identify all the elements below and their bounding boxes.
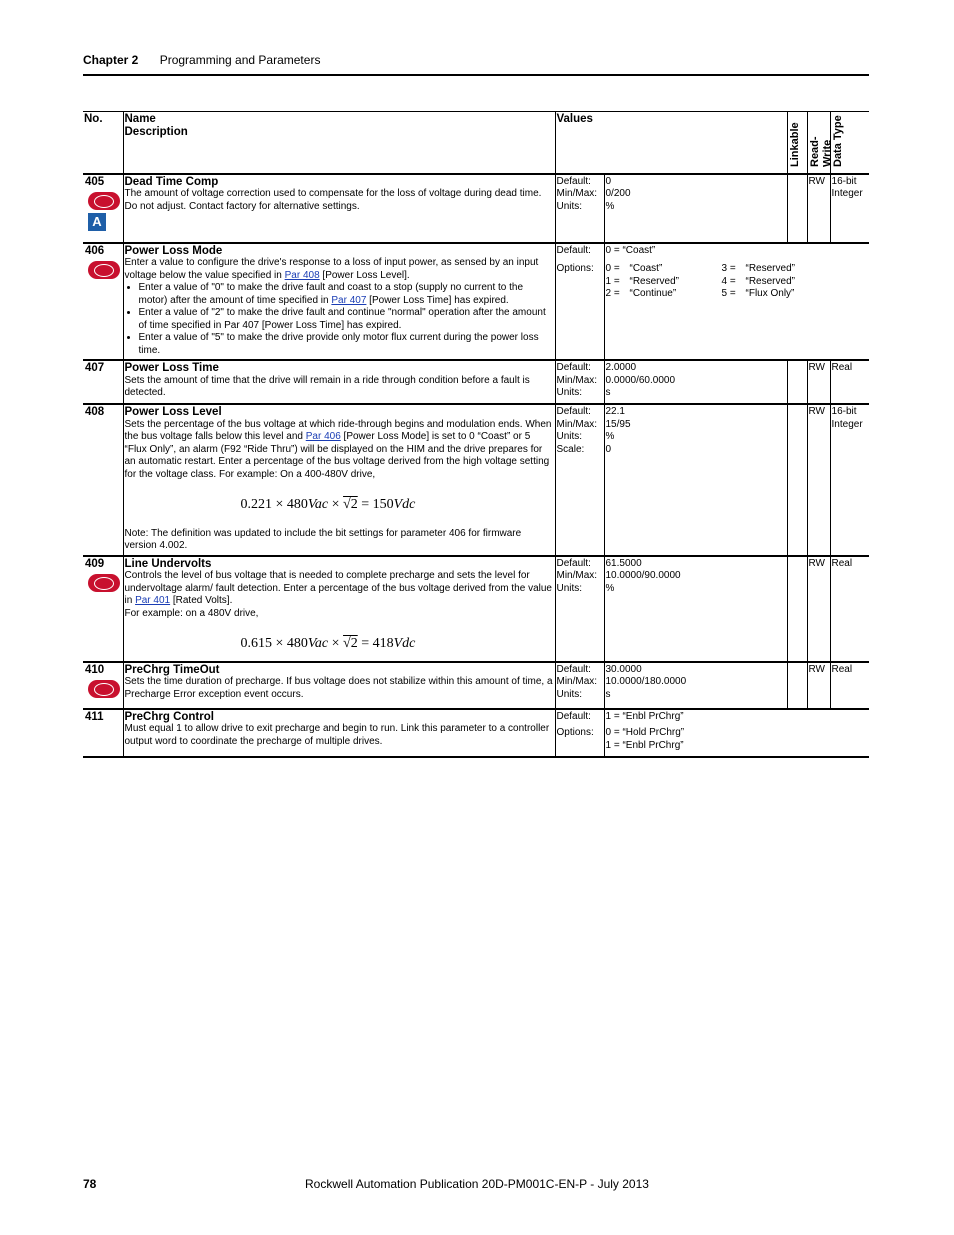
stop-drive-icon (88, 192, 120, 210)
stop-drive-icon (88, 680, 120, 698)
advanced-badge-icon: A (88, 213, 106, 231)
equation: 0.615 × 480Vac × √2 = 418Vdc (240, 636, 416, 651)
table-row: 411 PreChrg Control Must equal 1 to allow drive to exit precharge and begin to run. Link this parameter to a controller output word to coordinate the precharge of multiple drives. Default: Options: 1 = “Enbl PrChrg” 0 = “Hold PrChrg” 1 = “Enbl PrChrg” (83, 709, 869, 757)
param-number: 405 (85, 175, 105, 188)
option-value: 1 = “Enbl PrChrg” (605, 739, 684, 751)
list-item: • Enter a value of "2" to make the drive fault and continue "normal" operation after the amount of time specified in Par 407 [Power Loss Time] has expired. (139, 307, 554, 332)
stop-drive-icon (88, 261, 120, 279)
option-bullets (125, 282, 554, 357)
linkable-cell (787, 556, 807, 662)
linkable-cell (787, 404, 807, 556)
chapter-title: Programming and Parameters (159, 53, 321, 67)
equation: 0.221 × 480Vac × √2 = 150Vdc (240, 497, 416, 512)
param-number: 407 (85, 362, 105, 374)
read-write-cell: RW (807, 556, 830, 662)
read-write-cell: RW (807, 360, 830, 404)
param-description: Sets the time duration of precharge. If bus voltage does not stabilize within this amount of time, a Precharge Error exception event occurs. (124, 676, 553, 700)
page-header (83, 53, 320, 67)
col-read-write: Read-Write (807, 112, 830, 174)
col-description-label: Description (124, 125, 188, 138)
option-value: 0 = “Hold PrChrg” (605, 727, 685, 738)
col-data-type: Data Type (831, 115, 844, 167)
param-name: Dead Time Comp (124, 175, 219, 188)
param-description: Sets the percentage of the bus voltage at which ride-through begins and modulation ends. When the bus voltage falls below this level and Par 406 [Power Loss Mode] is set to 0 “Coast” or 5 “Flux Only”, an alarm (F92 “Ride Thru”) will be displayed on the HIM and the drive prepares for an automatic restart. Enter a percentage of the bus voltage derived from the high voltage setting for the voltage class. For example: On a 400-480V drive, (124, 418, 552, 480)
data-type-cell: 16-bit Integer (831, 175, 863, 199)
param-description: Controls the level of bus voltage that is needed to complete precharge and sets the level for undervoltage alarm/ fault detection. Enter a percentage of the bus voltage derived from the value in Par 401 [Rated Volts]. (124, 570, 552, 606)
table-row: 405 A Dead Time Comp The amount of voltage correction used to compensate for the loss of voltage during dead time. Do not adjust. Contact factory for alternative settings. Default: Min/Max: Units: 0 0/200 % RW 16-bit Integer (83, 174, 869, 243)
read-write-cell: RW (807, 662, 830, 709)
linkable-cell (787, 662, 807, 709)
table-row: 410 PreChrg TimeOut Sets the time duration of precharge. If bus voltage does not stabilize within this amount of time, a Precharge Error exception event occurs. Default: Min/Max: Units: 30.0000 10.0000/180.0000 s RW Real (83, 662, 869, 709)
param-name: PreChrg TimeOut (124, 663, 220, 676)
param-number: 410 (85, 663, 105, 676)
col-linkable: Linkable (787, 112, 807, 174)
data-type-cell: Real (831, 557, 853, 569)
param-number: 406 (85, 244, 105, 257)
col-values: Values (555, 112, 787, 174)
param-description: Enter a value to configure the drive's response to a loss of input power, as sensed by an input voltage below the value specified in Par 408 [Power Loss Level]. (124, 257, 539, 281)
param-name: Line Undervolts (124, 557, 212, 570)
par-401-link[interactable]: Par 401 (135, 595, 171, 606)
read-write-cell: RW (807, 174, 830, 243)
publication-footer: Rockwell Automation Publication 20D-PM001C-EN-P - July 2013 (305, 1177, 649, 1191)
param-example: For example: on a 480V drive, (124, 607, 259, 619)
param-number: 408 (85, 406, 105, 418)
default-value: 0 = “Coast” (605, 244, 656, 256)
table-row: 407 Power Loss Time Sets the amount of time that the drive will remain in a ride through condition before a fault is detected. Default: Min/Max: Units: 2.0000 0.0000/60.0000 s RW Real (83, 360, 869, 404)
param-description: Must equal 1 to allow drive to exit precharge and begin to run. Link this parameter to a controller output word to coordinate the precharge of multiple drives. (124, 723, 550, 747)
header-rule (83, 74, 869, 76)
linkable-cell (787, 174, 807, 243)
col-name (123, 112, 555, 174)
param-description: The amount of voltage correction used to compensate for the loss of voltage during dead time. Do not adjust. Contact factory for alternative settings. (124, 188, 542, 212)
stop-drive-icon (88, 574, 120, 592)
data-type-cell: 16-bit Integer (831, 406, 863, 430)
col-no: No. (83, 112, 123, 174)
data-type-cell: Real (831, 362, 853, 373)
table-row: 406 Power Loss Mode Enter a value to configure the drive's response to a loss of input power, as sensed by an input voltage below the value specified in Par 408 [Power Loss Level]. • Enter a value of "0" to make the drive fault and coast to a stop (supply no current to the motor) after the amount of time specified in Par 407 [Power Loss Time] has expired. • Enter a value of "2" to make the drive fault and continue "normal" operation after the amount of time specified in Par 407 [Power Loss Time] has expired. • Enter a value of "5" to make the drive provide only motor flux current during the power loss time. Default: Options: 0 = “Coast” 0 = “Coast” 3 = “Reserved” 1 = “Reserved” 4 = “Reserved” 2 = “Continue” 5 = “Flux Only” (83, 243, 869, 361)
chapter-label: Chapter 2 (83, 53, 139, 67)
param-name: Power Loss Time (124, 362, 219, 374)
param-name: Power Loss Mode (124, 244, 223, 257)
parameter-table (83, 111, 869, 758)
param-name: Power Loss Level (124, 406, 222, 418)
table-row: 409 Line Undervolts Controls the level of bus voltage that is needed to complete precharge and sets the level for undervoltage alarm/ fault detection. Enter a percentage of the bus voltage derived from the value in Par 401 [Rated Volts]. For example: on a 480V drive, 0.615 × 480Vac × √2 = 418Vdc Default: Min/Max: Units: 61.5000 10.0000/90.0000 % RW Real (83, 556, 869, 662)
list-item: • Enter a value of "5" to make the drive provide only motor flux current during the power loss time. (139, 332, 554, 357)
par-408-link[interactable]: Par 408 (284, 269, 320, 281)
data-type-cell: Real (831, 663, 853, 675)
param-number: 409 (85, 557, 105, 570)
param-description: Sets the amount of time that the drive will remain in a ride through condition before a fault is detected. (124, 374, 530, 398)
par-406-link[interactable]: Par 406 (305, 431, 341, 442)
param-name: PreChrg Control (124, 710, 214, 723)
default-value: 1 = “Enbl PrChrg” (605, 710, 684, 722)
param-number: 411 (85, 710, 104, 723)
col-name-label: Name (124, 113, 156, 125)
table-header-row (83, 112, 869, 174)
par-407-link[interactable]: Par 407 (331, 294, 367, 306)
list-item: • Enter a value of "0" to make the drive fault and coast to a stop (supply no current to the motor) after the amount of time specified in Par 407 [Power Loss Time] has expired. (139, 282, 554, 307)
page-number: 78 (83, 1177, 97, 1191)
read-write-cell: RW (807, 404, 830, 556)
table-row: 408 Power Loss Level Sets the percentage of the bus voltage at which ride-through begins and modulation ends. When the bus voltage falls below this level and Par 406 [Power Loss Mode] is set to 0 “Coast” or 5 “Flux Only”, an alarm (F92 “Ride Thru”) will be displayed on the HIM and the drive prepares for an automatic restart. Enter a percentage of the bus voltage derived from the high voltage setting for the voltage class. For example: On a 400-480V drive, 0.221 × 480Vac × √2 = 150Vdc Note: The definition was updated to include the bit settings for parameter 406 for firmware version 4.002. Default: Min/Max: Units: Scale: 22.1 15/95 % 0 RW 16-bit Integer (83, 404, 869, 556)
linkable-cell (787, 360, 807, 404)
options-grid: 0 = “Coast” 3 = “Reserved” 1 = “Reserved” 4 = “Reserved” 2 = “Continue” 5 = “Flux Only” (605, 263, 795, 299)
param-note: Note: The definition was updated to include the bit settings for parameter 406 for firmware version 4.002. (124, 527, 522, 551)
